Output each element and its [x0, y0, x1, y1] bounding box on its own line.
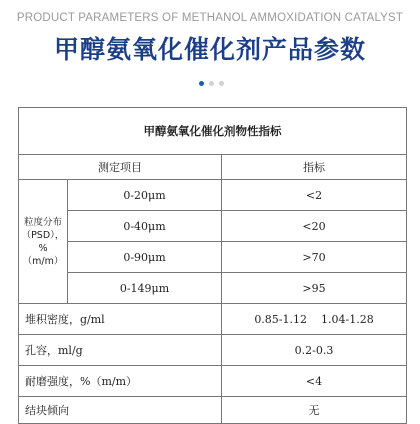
carousel-dot-3[interactable]: [219, 81, 224, 86]
carousel-indicator: [199, 81, 224, 86]
pore-volume-label: 孔容，ml/g: [19, 335, 222, 366]
bulk-density-value: 0.85-1.12 1.04-1.28: [222, 304, 407, 335]
carousel-dot-1[interactable]: [199, 81, 204, 86]
english-title: PRODUCT PARAMETERS OF METHANOL AMMOXIDATION CATALYST: [16, 12, 404, 24]
bulk-density-label: 堆积密度，g/ml: [19, 304, 222, 335]
pore-volume-value: 0.2-0.3: [222, 335, 407, 366]
caking-tendency-label: 结块倾向: [19, 397, 222, 424]
table-caption: 甲醇氨氧化催化剂物性指标: [19, 108, 407, 155]
header-test-item: 测定项目: [19, 155, 222, 180]
psd-label-line2: （PSD），%: [21, 229, 65, 254]
chinese-title: 甲醇氨氧化催化剂产品参数: [53, 35, 366, 64]
psd-value: <2: [222, 180, 407, 211]
psd-label: [19, 180, 68, 304]
attrition-strength-label: 耐磨强度，%（m/m）: [19, 366, 222, 397]
psd-value: >95: [222, 273, 407, 304]
carousel-dot-2[interactable]: [209, 81, 214, 86]
attrition-strength-value: <4: [222, 366, 407, 397]
header-index: 指标: [222, 155, 407, 180]
psd-range: 0-40μm: [68, 211, 222, 242]
psd-label-line3: （m/m）: [22, 255, 64, 267]
psd-value: >70: [222, 242, 407, 273]
psd-range: 0-90μm: [68, 242, 222, 273]
psd-value: <20: [222, 211, 407, 242]
psd-range: 0-149μm: [68, 273, 222, 304]
caking-tendency-value: 无: [222, 397, 407, 424]
properties-table: [18, 107, 407, 424]
psd-range: 0-20μm: [68, 180, 222, 211]
psd-label-line1: 粒度分布: [23, 216, 62, 228]
